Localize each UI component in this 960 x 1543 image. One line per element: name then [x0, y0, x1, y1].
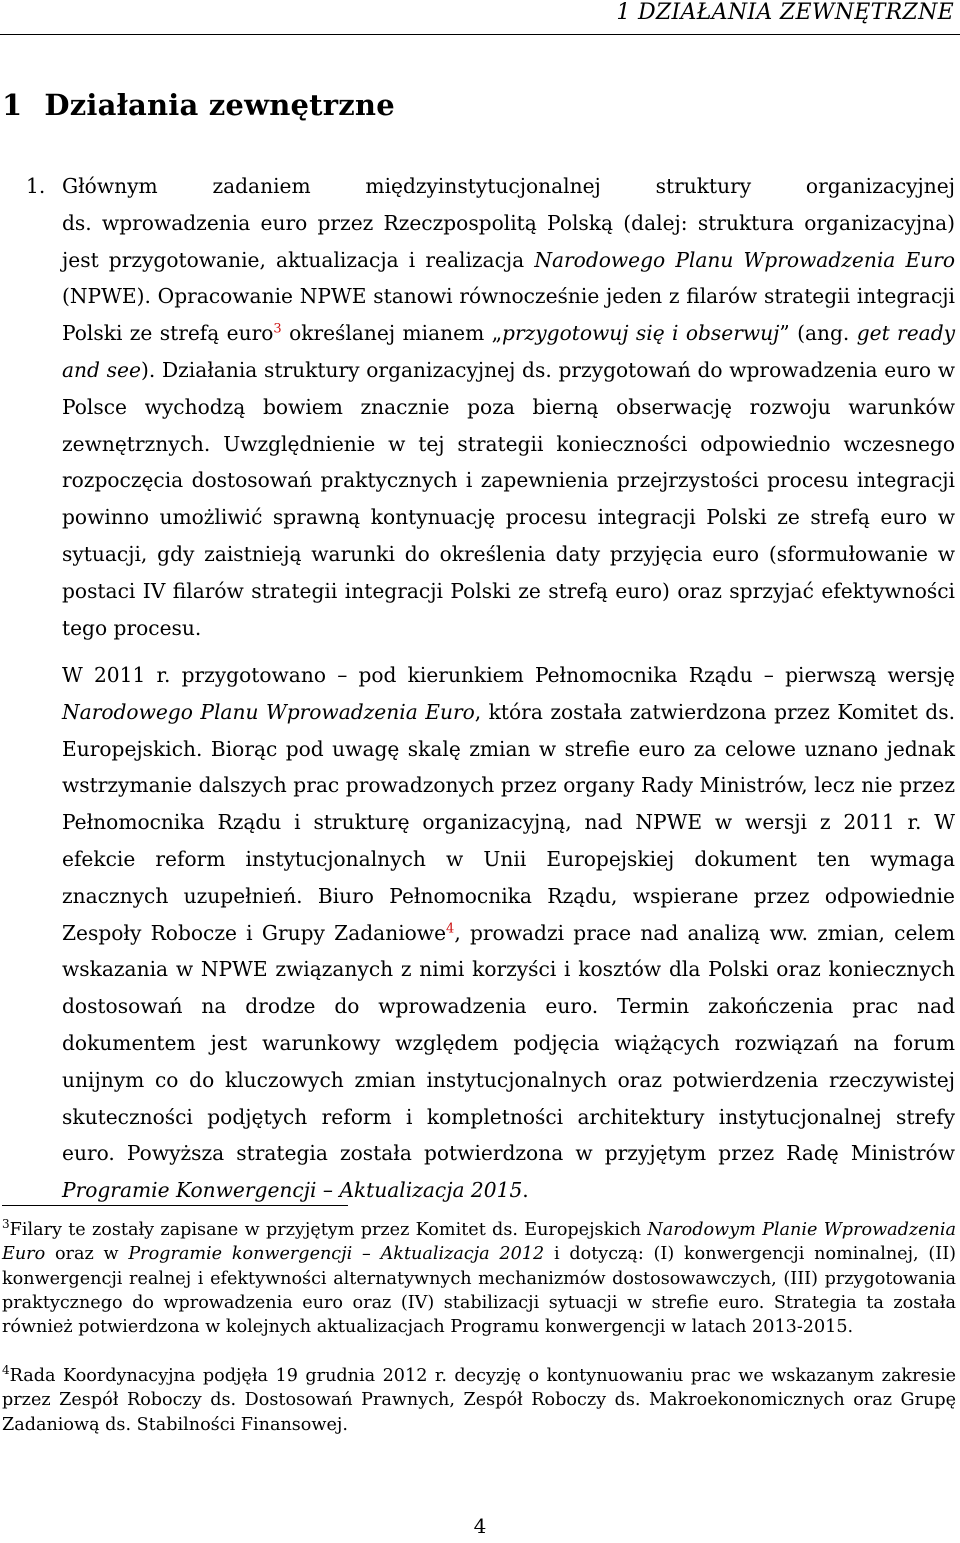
footnote-mark-4: 4: [2, 1363, 10, 1378]
footnote-ref-4[interactable]: 4: [446, 920, 455, 936]
header-rule: [0, 34, 960, 35]
paragraph-1-first-line: Głównym zadaniem międzyinstytucjonalnej struktury organizacyjnej: [62, 174, 955, 198]
convergence-programme-italic: Programie Konwergencji – Aktualizacja 2015: [62, 1178, 523, 1203]
section-title-text: Działania zewnętrzne: [44, 88, 395, 122]
running-header: 1 DZIAŁANIA ZEWNĘTRZNE: [616, 0, 954, 25]
section-title: [2, 88, 395, 122]
footnote-4: [2, 1364, 956, 1437]
paragraph-2-text: , prowadzi prace nad analizą ww. zmian, celem wskazania w NPWE związanych z nimi korzyści i kosztów dla Polski oraz koniecznych dostosowań na drodze do wprowadzenia euro. Termin zakończenia prac nad dokumentem jest warunkowy względem podjęcia wiążących rozwiązań na forum unijnym co do kluczowych zmian instytucjonalnych oraz potwierdzenia rzeczywistej skuteczności podjętych reform i kompletności architektury instytucjonalnej strefy euro. Powyższa strategia została potwierdzona w przyjętym przez Radę Ministrów: [62, 920, 955, 1166]
paragraph-2-text: , która została zatwierdzona przez Komitet ds. Europejskich. Biorąc pod uwagę skalę zmian w strefie euro za celowe uznano jednak wstrzymanie dalszych prac prowadzonych przez organy Rady Ministrów, lecz nie przez Pełnomocnika Rządu i strukturę organizacyjną, nad NPWE w wersji z 2011 r. W efekcie reform instytucjonalnych w Unii Europejskiej dokument ten wymaga znacznych uzupełnień. Biuro Pełnomocnika Rządu, wspierane przez odpowiednie Zespoły Robocze i Grupy Zadaniowe: [62, 699, 955, 945]
paragraph-2-text: .: [522, 1178, 529, 1203]
footnote-ref-3[interactable]: 3: [273, 321, 282, 337]
npwe-title-italic: Narodowym Planie Wprowadzenia Euro: [2, 1220, 957, 1265]
list-number: 1.: [26, 174, 46, 198]
footnote-3-text: oraz w: [54, 1244, 119, 1265]
paragraph-1-text: określanej mianem „: [289, 321, 503, 346]
footnote-rule: [2, 1205, 348, 1206]
npwe-title-italic: Narodowego Planu Wprowadzenia Euro: [534, 247, 955, 272]
paragraph-1-text: (NPWE). Opracowanie NPWE stanowi równocześnie jeden z filarów strategii integracji Polski ze strefą euro: [62, 284, 955, 346]
footnote-mark-3: 3: [2, 1217, 10, 1232]
english-phrase-italic: get ready and see: [62, 321, 956, 382]
paragraph-1-text: ” (ang.: [779, 321, 850, 346]
footnote-4-text: Rada Koordynacyjna podjęła 19 grudnia 2012 r. decyzję o kontynuowaniu prac we wskazanym zakresie przez Zespół Roboczy ds. Dostosowań Prawnych, Zespół Roboczy ds. Makroekonomicznych oraz Grupę Zadaniową ds. Stabilności Finansowej.: [2, 1366, 956, 1435]
page-number: 4: [473, 1514, 487, 1538]
strategy-name-italic: przygotowuj się i obserwuj: [502, 321, 780, 346]
section-number: 1: [2, 88, 23, 122]
paragraph-1: [26, 168, 956, 646]
footnote-3: [2, 1218, 956, 1339]
paragraph-1-text: ). Działania struktury organizacyjnej ds. przygotowań do wprowadzenia euro w Polsce wychodzą bowiem znacznie poza bierną obserwację rozwoju warunków zewnętrznych. Uwzględnienie w tej strategii konieczności odpowiednio wczesnego rozpoczęcia dostosowań praktycznych i zapewnienia przejrzystości procesu integracji powinno umożliwić sprawną kontynuację procesu integracji Polski ze strefą euro w sytuacji, gdy zaistnieją warunki do określenia daty przyjęcia euro (sformułowanie w postaci IV filarów strategii integracji Polski ze strefą euro) oraz sprzyjać efektywności tego procesu.: [62, 357, 956, 640]
footnote-3-text: Filary te zostały zapisane w przyjętym przez Komitet ds. Europejskich: [9, 1220, 642, 1240]
paragraph-1-text: ds. wprowadzenia euro przez Rzeczpospolitą Polską (dalej: struktura organizacyjna) jest przygotowanie, aktualizacja i realizacja: [62, 210, 955, 272]
paragraph-2: [62, 657, 955, 1209]
convergence-programme-italic: Programie konwergencji – Aktualizacja 2012: [128, 1244, 545, 1265]
footnote-3-text: i dotyczą: (I) konwergencji nominalnej, (II) konwergencji realnej i efektywności alternatywnych mechanizmów dostosowawczych, (III) przygotowania praktycznego do wprowadzenia euro oraz (IV) stabilizacji sytuacji w strefie euro. Strategia ta została również potwierdzona w kolejnych aktualizacjach Programu konwergencji w latach 2013-2015.: [2, 1244, 957, 1338]
paragraph-2-text: W 2011 r. przygotowano – pod kierunkiem Pełnomocnika Rządu – pierwszą wersję: [62, 663, 955, 687]
npwe-title-italic: Narodowego Planu Wprowadzenia Euro: [62, 699, 475, 724]
